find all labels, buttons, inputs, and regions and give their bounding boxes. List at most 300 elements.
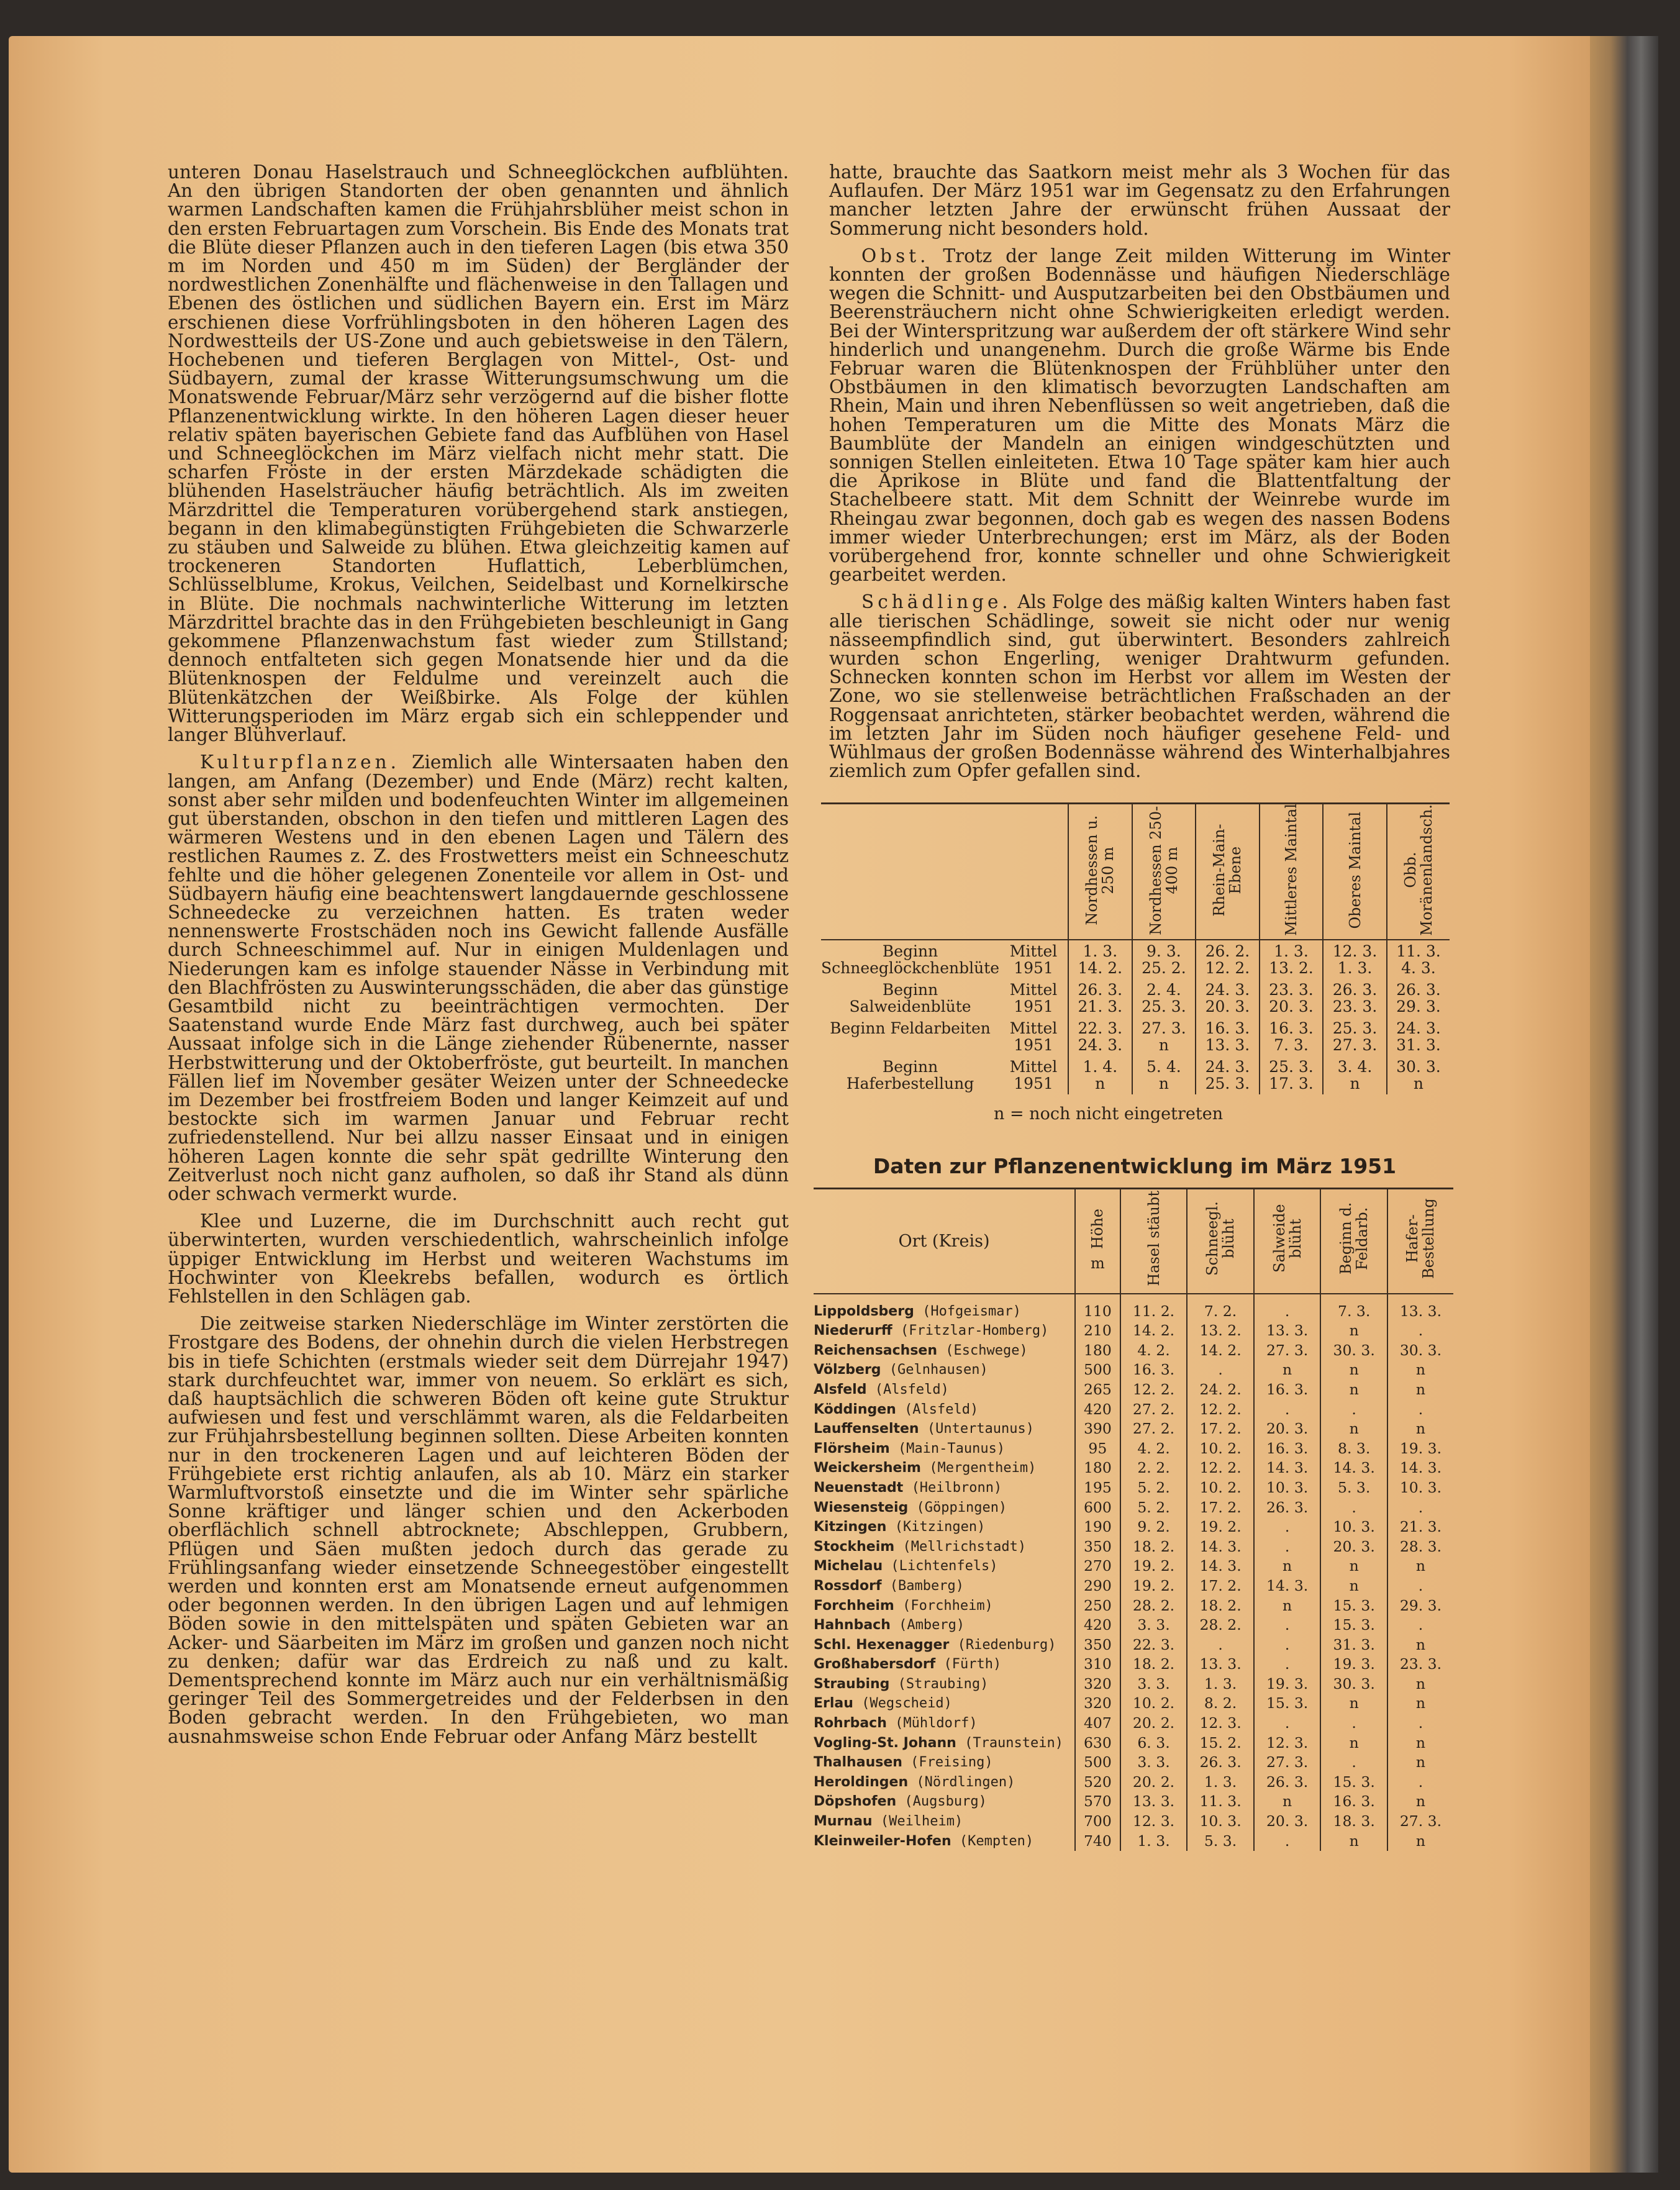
cell-value: 26. 3. bbox=[1396, 980, 1441, 999]
date-cell: . bbox=[1254, 1537, 1321, 1557]
place-cell bbox=[814, 1294, 1075, 1322]
place-cell bbox=[814, 1753, 1075, 1773]
table-row bbox=[814, 1517, 1453, 1537]
date-cell: 27. 2. bbox=[1120, 1400, 1187, 1420]
date-cell: 22. 3. bbox=[1120, 1635, 1187, 1655]
altitude-cell: 350 bbox=[1075, 1537, 1120, 1557]
district-name: (Wegscheid) bbox=[861, 1696, 952, 1712]
altitude-cell: 500 bbox=[1075, 1753, 1120, 1773]
date-cell: 5. 3. bbox=[1187, 1832, 1254, 1852]
table-cell bbox=[1260, 1056, 1324, 1094]
cell-value: 13. 3. bbox=[1205, 1035, 1250, 1054]
table-cell bbox=[1323, 979, 1387, 1017]
date-cell: . bbox=[1387, 1576, 1453, 1596]
table-cell bbox=[1068, 940, 1132, 979]
table-row bbox=[814, 1341, 1453, 1361]
date-cell: 3. 3. bbox=[1120, 1615, 1187, 1635]
paragraph bbox=[168, 753, 789, 1203]
date-cell: 17. 2. bbox=[1187, 1498, 1254, 1518]
date-cell: n bbox=[1387, 1380, 1453, 1400]
place-cell bbox=[814, 1360, 1075, 1380]
cell-value: 29. 3. bbox=[1396, 997, 1441, 1015]
table-cell bbox=[1196, 940, 1260, 979]
date-cell: 2. 2. bbox=[1120, 1458, 1187, 1478]
date-cell: n bbox=[1320, 1419, 1387, 1439]
altitude-cell: 180 bbox=[1075, 1341, 1120, 1361]
date-cell: . bbox=[1254, 1615, 1321, 1635]
district-name: (Fritzlar-Homberg) bbox=[900, 1323, 1049, 1339]
place-name: Großhabersdorf bbox=[814, 1656, 936, 1673]
date-cell: 19. 3. bbox=[1387, 1439, 1453, 1459]
table-row bbox=[821, 1056, 1450, 1094]
altitude-cell: 600 bbox=[1075, 1498, 1120, 1518]
date-cell: 14. 3. bbox=[1387, 1458, 1453, 1478]
place-cell bbox=[814, 1694, 1075, 1714]
date-cell: 18. 2. bbox=[1187, 1596, 1254, 1616]
date-cell: 30. 3. bbox=[1320, 1341, 1387, 1361]
cell-value: 12. 2. bbox=[1205, 958, 1250, 977]
date-cell: 14. 2. bbox=[1187, 1341, 1254, 1361]
date-cell: . bbox=[1320, 1400, 1387, 1420]
date-cell: 6. 3. bbox=[1120, 1733, 1187, 1753]
column-header: Höhe m bbox=[1075, 1189, 1120, 1294]
district-name: (Riedenburg) bbox=[957, 1637, 1056, 1653]
place-cell bbox=[814, 1674, 1075, 1694]
table-cell bbox=[1323, 1056, 1387, 1094]
column-header: Salweide blüht bbox=[1254, 1189, 1321, 1294]
place-cell bbox=[814, 1812, 1075, 1832]
table-cell bbox=[1387, 1017, 1450, 1056]
table-row bbox=[814, 1380, 1453, 1400]
date-cell: 29. 3. bbox=[1387, 1596, 1453, 1616]
date-cell: 26. 3. bbox=[1254, 1498, 1321, 1518]
date-cell: n bbox=[1320, 1832, 1387, 1852]
date-cell: 1. 3. bbox=[1120, 1832, 1187, 1852]
place-cell bbox=[814, 1773, 1075, 1792]
cell-value: 7. 3. bbox=[1274, 1035, 1309, 1054]
table-row bbox=[821, 1017, 1450, 1056]
altitude-cell: 420 bbox=[1075, 1400, 1120, 1420]
cell-value: 12. 3. bbox=[1332, 942, 1378, 960]
place-name: Lauffenselten bbox=[814, 1421, 919, 1437]
altitude-cell: 570 bbox=[1075, 1792, 1120, 1812]
cell-value: 17. 3. bbox=[1269, 1074, 1314, 1093]
place-cell bbox=[814, 1478, 1075, 1498]
date-cell: 7. 2. bbox=[1187, 1294, 1254, 1322]
date-cell: 16. 3. bbox=[1320, 1792, 1387, 1812]
date-cell: 24. 2. bbox=[1187, 1380, 1254, 1400]
date-cell: n bbox=[1320, 1733, 1387, 1753]
place-name: Rossdorf bbox=[814, 1578, 882, 1594]
place-name: Straubing bbox=[814, 1676, 890, 1692]
column-header: Nordhessen u. 250 m bbox=[1068, 804, 1132, 940]
date-cell: 11. 2. bbox=[1120, 1294, 1187, 1322]
date-cell: 16. 3. bbox=[1120, 1360, 1187, 1380]
table-cell bbox=[1387, 940, 1450, 979]
table-cell bbox=[1196, 1056, 1260, 1094]
date-cell: 19. 2. bbox=[1187, 1517, 1254, 1537]
date-cell: 19. 2. bbox=[1120, 1576, 1187, 1596]
date-cell: 8. 3. bbox=[1320, 1439, 1387, 1459]
date-cell: 20. 3. bbox=[1254, 1419, 1321, 1439]
cell-value: 9. 3. bbox=[1146, 942, 1181, 960]
date-cell: . bbox=[1387, 1714, 1453, 1733]
date-cell: 16. 3. bbox=[1254, 1380, 1321, 1400]
table-cell bbox=[1387, 979, 1450, 1017]
date-cell: 10. 3. bbox=[1320, 1517, 1387, 1537]
date-cell: . bbox=[1254, 1655, 1321, 1674]
place-name: Forchheim bbox=[814, 1597, 894, 1614]
cell-value: 20. 3. bbox=[1269, 997, 1314, 1015]
cell-value: 25. 3. bbox=[1205, 1074, 1250, 1093]
altitude-cell: 95 bbox=[1075, 1439, 1120, 1459]
left-text-column bbox=[168, 163, 789, 1755]
row-label: Beginn Feldarbeiten bbox=[830, 1019, 991, 1037]
table-cell bbox=[1196, 979, 1260, 1017]
place-name: Stockheim bbox=[814, 1538, 895, 1555]
station-data-table bbox=[814, 1188, 1453, 1851]
table-row bbox=[814, 1478, 1453, 1498]
table-footnote: n = noch nicht eingetreten bbox=[994, 1104, 1224, 1124]
date-cell: 17. 2. bbox=[1187, 1419, 1254, 1439]
cell-value: n bbox=[1095, 1074, 1106, 1093]
date-cell: n bbox=[1320, 1576, 1387, 1596]
date-cell: . bbox=[1387, 1498, 1453, 1518]
place-name: Murnau bbox=[814, 1814, 873, 1830]
cell-value: 22. 3. bbox=[1078, 1019, 1123, 1037]
date-cell: n bbox=[1387, 1635, 1453, 1655]
date-cell: n bbox=[1320, 1556, 1387, 1576]
cell-value: 3. 4. bbox=[1337, 1057, 1373, 1076]
district-name: (Lichtenfels) bbox=[891, 1558, 998, 1574]
paragraph-body: Ziemlich alle Wintersaaten haben den langen, am Anfang (Dezember) und Ende (März) recht kalten, sonst aber sehr milden und bodenfeuchten Winter im allgemeinen gut überstanden, obschon in den tiefen und mittleren Lagen des wärmeren Westens und in den ebenen Lagen und Tälern des restlichen Raumes z. Z. des Frostwetters meist ein Schneeschutz fehlte und die höher gelegenen Zonenteile vor allem in Ost- und Südbayern häufig eine beachtenswert langdauernde geschlossene Schneedecke zu verzeichnen hatten. Es traten weder nennenswerte Frostschäden noch ins Gewicht fallende Ausfälle durch Schneeschimmel auf. Nur in einigen Muldenlagen und Niederungen kam es infolge stauender Nässe in Verbindung mit den Blachfrösten zu Auswinterungsschäden, die aber das günstige Gesamtbild nicht zu beeinträchtigen vermochten. Der Saatenstand wurde Ende März fast durchweg, auch bei später Aussaat infolge sich in die Länge ziehender Rübenernte, nasser Herbstwitterung und der Oktoberfröste, gut beurteilt. In manchen Fällen lief im November gesäter Weizen unter der Schneedecke im Dezember bei frostfreiem Boden und langer Keimzeit auf und bestockte sich im warmen Januar und Februar recht zufriedenstellend. Nur bei allzu nasser Einsaat und in einigen höheren Lagen konnte die sehr spät gedrillte Winterung den Zeitverlust noch nicht ganz aufholen, so daß ihr Stand als dünn oder schwach vermerkt wurde. bbox=[168, 752, 789, 1204]
table-cell bbox=[1260, 940, 1324, 979]
date-cell: 13. 3. bbox=[1387, 1294, 1453, 1322]
date-cell: n bbox=[1320, 1380, 1387, 1400]
table-row bbox=[814, 1400, 1453, 1420]
cell-value: 26. 3. bbox=[1078, 980, 1123, 999]
table-row bbox=[814, 1419, 1453, 1439]
date-cell: 13. 3. bbox=[1187, 1655, 1254, 1674]
date-cell: n bbox=[1254, 1792, 1321, 1812]
cell-value: n bbox=[1158, 1035, 1169, 1054]
place-name: Erlau bbox=[814, 1696, 853, 1712]
date-cell: . bbox=[1320, 1714, 1387, 1733]
place-name: Weickersheim bbox=[814, 1460, 921, 1476]
date-cell: 27. 3. bbox=[1387, 1812, 1453, 1832]
date-cell: 12. 3. bbox=[1187, 1714, 1254, 1733]
place-cell bbox=[814, 1556, 1075, 1576]
row-kind bbox=[999, 1056, 1068, 1094]
place-name: Kitzingen bbox=[814, 1519, 887, 1535]
date-cell: 30. 3. bbox=[1320, 1674, 1387, 1694]
table-row bbox=[814, 1714, 1453, 1733]
column-header: Ort (Kreis) bbox=[898, 1231, 990, 1251]
date-cell: 15. 3. bbox=[1320, 1773, 1387, 1792]
district-name: (Bamberg) bbox=[889, 1578, 964, 1594]
district-name: (Alsfeld) bbox=[874, 1381, 949, 1397]
date-cell: 10. 2. bbox=[1187, 1478, 1254, 1498]
district-name: (Untertaunus) bbox=[927, 1421, 1035, 1437]
altitude-cell: 350 bbox=[1075, 1635, 1120, 1655]
table-row bbox=[814, 1694, 1453, 1714]
district-name: (Alsfeld) bbox=[904, 1401, 979, 1417]
place-cell bbox=[814, 1792, 1075, 1812]
cell-value: 23. 3. bbox=[1332, 997, 1378, 1015]
paragraph: Klee und Luzerne, die im Durchschnitt auch recht gut überwinterten, wurden verschiedentlich, wahrscheinlich infolge üppiger Entwicklung im Herbst und weiteren Wachstums im Hochwinter von Kleekrebs befallen, wodurch es örtlich Fehlstellen in den Schlägen gab. bbox=[168, 1211, 789, 1307]
date-cell: 28. 2. bbox=[1120, 1596, 1187, 1616]
date-cell: 15. 3. bbox=[1254, 1694, 1321, 1714]
date-cell: 3. 3. bbox=[1120, 1674, 1187, 1694]
date-cell: . bbox=[1387, 1400, 1453, 1420]
row-kind bbox=[999, 979, 1068, 1017]
kind-line: 1951 bbox=[1014, 1074, 1053, 1093]
date-cell: . bbox=[1320, 1498, 1387, 1518]
cell-value: 24. 3. bbox=[1078, 1035, 1123, 1054]
table-row bbox=[814, 1321, 1453, 1341]
altitude-cell: 195 bbox=[1075, 1478, 1120, 1498]
date-cell: 18. 3. bbox=[1320, 1812, 1387, 1832]
altitude-cell: 630 bbox=[1075, 1733, 1120, 1753]
table-cell bbox=[1260, 1017, 1324, 1056]
table-row bbox=[814, 1753, 1453, 1773]
right-text-column bbox=[829, 163, 1450, 789]
table-row bbox=[814, 1674, 1453, 1694]
kind-line: Mittel bbox=[1009, 1019, 1058, 1037]
column-header: Hasel stäubt bbox=[1120, 1189, 1187, 1294]
date-cell: 21. 3. bbox=[1387, 1517, 1453, 1537]
table-cell bbox=[1132, 940, 1196, 979]
date-cell: n bbox=[1320, 1321, 1387, 1341]
cell-value: 24. 3. bbox=[1205, 980, 1250, 999]
place-name: Reichensachsen bbox=[814, 1342, 938, 1358]
place-cell bbox=[814, 1498, 1075, 1518]
place-cell bbox=[814, 1832, 1075, 1852]
date-cell: 20. 2. bbox=[1120, 1714, 1187, 1733]
table-cell bbox=[1196, 1017, 1260, 1056]
date-cell: 5. 3. bbox=[1320, 1478, 1387, 1498]
cell-value: 23. 3. bbox=[1269, 980, 1314, 999]
kind-line: Mittel bbox=[1009, 980, 1058, 999]
district-name: (Mühldorf) bbox=[895, 1715, 978, 1732]
place-cell bbox=[814, 1380, 1075, 1400]
date-cell: 27. 2. bbox=[1120, 1419, 1187, 1439]
date-cell: 12. 3. bbox=[1120, 1812, 1187, 1832]
cell-value: 26. 2. bbox=[1205, 942, 1250, 960]
column-header: Hafer-Bestellung bbox=[1387, 1189, 1453, 1294]
row-label: Beginn Haferbestellung bbox=[846, 1057, 974, 1093]
district-name: (Weilheim) bbox=[880, 1814, 963, 1830]
district-name: (Mergentheim) bbox=[929, 1460, 1037, 1476]
table-row bbox=[814, 1360, 1453, 1380]
date-cell: 19. 2. bbox=[1120, 1556, 1187, 1576]
cell-value: 25. 3. bbox=[1332, 1019, 1378, 1037]
place-name: Schl. Hexenagger bbox=[814, 1637, 950, 1653]
altitude-cell: 390 bbox=[1075, 1419, 1120, 1439]
cell-value: 5. 4. bbox=[1146, 1057, 1181, 1076]
date-cell: 30. 3. bbox=[1387, 1341, 1453, 1361]
date-cell: 13. 3. bbox=[1254, 1321, 1321, 1341]
date-cell: 12. 2. bbox=[1187, 1458, 1254, 1478]
cell-value: 4. 3. bbox=[1401, 958, 1436, 977]
place-name: Niederurff bbox=[814, 1323, 892, 1339]
kind-line: Mittel bbox=[1009, 1057, 1058, 1076]
place-cell bbox=[814, 1400, 1075, 1420]
date-cell: 14. 3. bbox=[1254, 1458, 1321, 1478]
district-name: (Kempten) bbox=[959, 1833, 1034, 1849]
cell-value: 20. 3. bbox=[1205, 997, 1250, 1015]
table-cell bbox=[1323, 940, 1387, 979]
place-cell bbox=[814, 1615, 1075, 1635]
date-cell: . bbox=[1387, 1773, 1453, 1792]
paragraph bbox=[829, 247, 1450, 584]
table-row bbox=[814, 1596, 1453, 1616]
place-name: Flörsheim bbox=[814, 1440, 890, 1456]
table-cell bbox=[1323, 1017, 1387, 1056]
date-cell: . bbox=[1187, 1635, 1254, 1655]
place-name: Thalhausen bbox=[814, 1755, 902, 1771]
altitude-cell: 700 bbox=[1075, 1812, 1120, 1832]
date-cell: 11. 3. bbox=[1187, 1792, 1254, 1812]
date-cell: 9. 2. bbox=[1120, 1517, 1187, 1537]
cell-value: 1. 3. bbox=[1337, 958, 1373, 977]
place-cell bbox=[814, 1655, 1075, 1674]
place-cell bbox=[814, 1596, 1075, 1616]
date-cell: 14. 3. bbox=[1187, 1556, 1254, 1576]
date-cell: . bbox=[1187, 1360, 1254, 1380]
cell-value: 27. 3. bbox=[1332, 1035, 1378, 1054]
date-cell: 19. 3. bbox=[1320, 1655, 1387, 1674]
date-cell: n bbox=[1387, 1674, 1453, 1694]
table-row bbox=[814, 1576, 1453, 1596]
cell-value: 1. 3. bbox=[1083, 942, 1118, 960]
altitude-cell: 180 bbox=[1075, 1458, 1120, 1478]
date-cell: 10. 2. bbox=[1120, 1694, 1187, 1714]
date-cell: 27. 3. bbox=[1254, 1341, 1321, 1361]
date-cell: 5. 2. bbox=[1120, 1498, 1187, 1518]
date-cell: n bbox=[1387, 1792, 1453, 1812]
date-cell: n bbox=[1320, 1694, 1387, 1714]
place-name: Hahnbach bbox=[814, 1617, 891, 1633]
column-header: Rhein-Main-Ebene bbox=[1196, 804, 1260, 940]
table-row bbox=[814, 1439, 1453, 1459]
table-row bbox=[814, 1498, 1453, 1518]
district-name: (Augsburg) bbox=[904, 1794, 987, 1810]
date-cell: n bbox=[1320, 1360, 1387, 1380]
table-cell bbox=[1132, 1056, 1196, 1094]
table-row bbox=[814, 1773, 1453, 1792]
place-name: Wiesensteig bbox=[814, 1499, 909, 1515]
district-name: (Hofgeismar) bbox=[922, 1303, 1022, 1319]
place-name: Neuenstadt bbox=[814, 1479, 904, 1496]
date-cell: 28. 3. bbox=[1387, 1537, 1453, 1557]
table-cell bbox=[1260, 979, 1324, 1017]
altitude-cell: 740 bbox=[1075, 1832, 1120, 1852]
column-header: Beginn d. Feldarb. bbox=[1320, 1189, 1387, 1294]
paragraph: unteren Donau Haselstrauch und Schneeglöckchen aufblühten. An den übrigen Standorten der oben genannten und ähnlich warmen Landschaften kamen die Frühjahrsblüher meist schon in den ersten Februartagen zum Vorschein. Bis Ende des Monats trat die Blüte dieser Pflanzen auch in den tieferen Lagen (bis etwa 350 m im Norden und 450 m im Süden) der Bergländer der nordwestlichen Zonenhälfte und flächenweise in den Tallagen und Ebenen des östlichen und südlichen Bayern ein. Erst im März erschienen diese Vorfrühlingsboten in den höheren Lagen des Nordwestteils der US-Zone und auch gebietsweise in den Tälern, Hochebenen und tieferen Berglagen von Mittel-, Ost- und Südbayern, zumal der krasse Witterungsumschwung um die Monatswende Februar/März sehr verzögernd auf die bisher flotte Pflanzenentwicklung wirkte. In den höheren Lagen dieser heuer relativ späten bayerischen Gebiete fand das Aufblühen von Hasel und Schneeglöckchen im März vielfach nicht mehr statt. Die scharfen Fröste in der ersten Märzdekade schädigten die blühenden Haselsträucher häufig beträchtlich. Als im zweiten Märzdrittel die Temperaturen vorübergehend stark anstiegen, begann in den klimabegünstigten Frühgebieten die Schwarzerle zu stäuben und Salweide zu blühen. Etwa gleichzeitig kamen auf trockeneren Standorten Huflattich, Leberblümchen, Schlüsselblume, Krokus, Veilchen, Seidelbast und Kornelkirsche in Blüte. Die nochmals nachwinterliche Witterung im letzten Märzdrittel brachte das in den Frühgebieten beschleunigt in Gang gekommene Pflanzenwachstum fast wieder zum Stillstand; dennoch entfalteten sich gegen Monatsende hier und da die Blütenknospen der Feldulme und vereinzelt auch die Blütenkätzchen der Weißbirke. Als Folge der kühlen Witterungsperioden im März ergab sich ein schleppender und langer Blühverlauf. bbox=[168, 161, 789, 746]
date-cell: 8. 2. bbox=[1187, 1694, 1254, 1714]
cell-value: n bbox=[1350, 1074, 1360, 1093]
table-row bbox=[814, 1294, 1453, 1322]
place-name: Köddingen bbox=[814, 1401, 896, 1417]
altitude-cell: 250 bbox=[1075, 1596, 1120, 1616]
district-name: (Forchheim) bbox=[902, 1597, 993, 1614]
place-cell bbox=[814, 1733, 1075, 1753]
paragraph bbox=[829, 593, 1450, 780]
cell-value: 27. 3. bbox=[1142, 1019, 1186, 1037]
district-name: (Gelnhausen) bbox=[889, 1362, 988, 1378]
altitude-cell: 290 bbox=[1075, 1576, 1120, 1596]
date-cell: 12. 3. bbox=[1254, 1733, 1321, 1753]
date-cell: n bbox=[1387, 1419, 1453, 1439]
date-cell: 4. 2. bbox=[1120, 1439, 1187, 1459]
date-cell: 14. 3. bbox=[1254, 1576, 1321, 1596]
table-row bbox=[814, 1733, 1453, 1753]
table-row bbox=[814, 1655, 1453, 1674]
place-name: Heroldingen bbox=[814, 1774, 909, 1790]
date-cell: 16. 3. bbox=[1254, 1439, 1321, 1459]
column-header: Oberes Maintal bbox=[1323, 804, 1387, 940]
date-cell: n bbox=[1254, 1556, 1321, 1576]
place-name: Völzberg bbox=[814, 1362, 881, 1378]
district-name: (Amberg) bbox=[899, 1617, 965, 1633]
date-cell: 31. 3. bbox=[1320, 1635, 1387, 1655]
table-cell bbox=[1387, 1056, 1450, 1094]
date-cell: 14. 3. bbox=[1320, 1458, 1387, 1478]
date-cell: 13. 3. bbox=[1120, 1792, 1187, 1812]
cell-value: 14. 2. bbox=[1078, 958, 1123, 977]
kind-line: Mittel bbox=[1009, 942, 1058, 960]
date-cell: n bbox=[1254, 1360, 1321, 1380]
kind-line: 1951 bbox=[1014, 997, 1053, 1015]
place-cell bbox=[814, 1517, 1075, 1537]
cell-value: 13. 2. bbox=[1269, 958, 1314, 977]
table-corner bbox=[821, 804, 1068, 940]
date-cell: 12. 2. bbox=[1187, 1400, 1254, 1420]
district-name: (Kitzingen) bbox=[894, 1519, 986, 1535]
cell-value: n bbox=[1158, 1074, 1169, 1093]
date-cell: n bbox=[1387, 1832, 1453, 1852]
row-kind bbox=[999, 940, 1068, 979]
altitude-cell: 520 bbox=[1075, 1773, 1120, 1792]
kind-line: 1951 bbox=[1014, 958, 1053, 977]
cell-value: n bbox=[1413, 1074, 1423, 1093]
date-cell: 20. 3. bbox=[1254, 1812, 1321, 1832]
date-cell: 23. 3. bbox=[1387, 1655, 1453, 1674]
place-cell bbox=[814, 1458, 1075, 1478]
district-name: (Straubing) bbox=[897, 1676, 989, 1692]
cell-value: 16. 3. bbox=[1269, 1019, 1314, 1037]
place-name: Lippoldsberg bbox=[814, 1303, 914, 1319]
date-cell: 15. 2. bbox=[1187, 1733, 1254, 1753]
table-cell bbox=[1132, 1017, 1196, 1056]
date-cell: 4. 2. bbox=[1120, 1341, 1187, 1361]
date-cell: 10. 3. bbox=[1187, 1812, 1254, 1832]
date-cell: 12. 2. bbox=[1120, 1380, 1187, 1400]
date-cell: . bbox=[1387, 1615, 1453, 1635]
date-cell: 20. 2. bbox=[1120, 1773, 1187, 1792]
date-cell: 1. 3. bbox=[1187, 1674, 1254, 1694]
district-name: (Mellrichstadt) bbox=[902, 1538, 1027, 1555]
table-row bbox=[821, 979, 1450, 1017]
place-name: Alsfeld bbox=[814, 1381, 867, 1397]
district-name: (Nördlingen) bbox=[916, 1774, 1015, 1790]
table-row bbox=[814, 1812, 1453, 1832]
column-header: Schneegl. blüht bbox=[1187, 1189, 1254, 1294]
date-cell: 28. 2. bbox=[1187, 1615, 1254, 1635]
cell-value: 24. 3. bbox=[1396, 1019, 1441, 1037]
paragraph: hatte, brauchte das Saatkorn meist mehr als 3 Wochen für das Auflaufen. Der März 1951 war im Gegensatz zu den Erfahrungen mancher letzten Jahre der erwünscht frühen Aussaat der Sommerung nicht besonders hold. bbox=[829, 161, 1450, 239]
